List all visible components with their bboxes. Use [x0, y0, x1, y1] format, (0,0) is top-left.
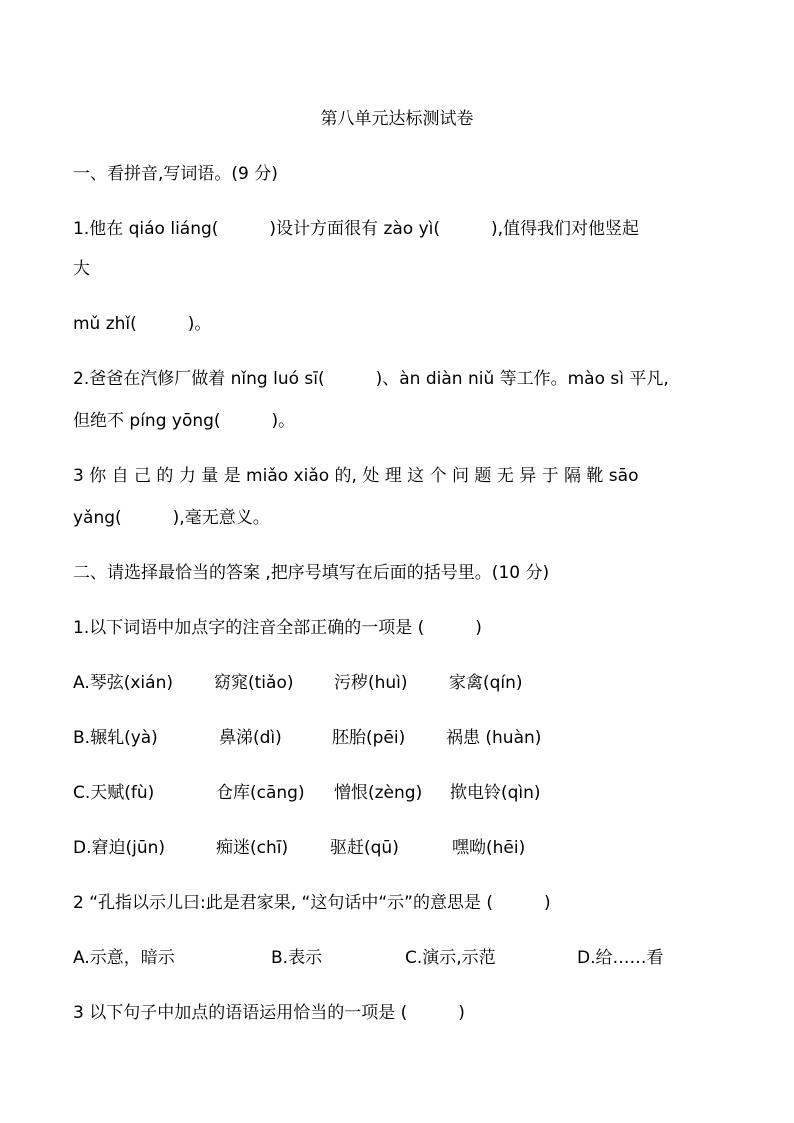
- q2-option-d: D.给……看: [577, 948, 664, 968]
- section-1-line-7: yǎng( ),毫无意义。: [73, 508, 270, 528]
- question-3: 3 以下句子中加点的语语运用恰当的一项是 ( ): [73, 1003, 465, 1023]
- option-d-3: 驱赶(qū): [330, 838, 399, 858]
- option-d-1: D.窘迫(jūn): [73, 838, 166, 858]
- question-2: 2 “孔指以示儿曰:此是君家果, “这句话中“示”的意思是 ( ): [73, 893, 551, 913]
- option-d-4: 嘿呦(hēi): [452, 838, 526, 858]
- option-c-2: 仓库(cāng): [216, 783, 305, 803]
- option-d-2: 痴迷(chī): [216, 838, 289, 858]
- section-1-line-1: 1.他在 qiáo liáng( )设计方面很有 zào yì( ),值得我们对他竖起: [73, 219, 640, 239]
- option-b-3: 胚胎(pēi): [332, 728, 406, 748]
- section-1-line-2: 大: [73, 259, 90, 279]
- option-a-3: 污秽(huì): [334, 673, 408, 693]
- section-1-line-4: 2.爸爸在汽修厂做着 nǐng luó sī( )、àn diàn niǔ 等工作。mào sì 平凡,: [73, 369, 669, 389]
- page-title: 第八单元达标测试卷: [320, 109, 474, 129]
- option-b-4: 祸患 (huàn): [446, 728, 542, 748]
- q2-option-b: B.表示: [271, 948, 323, 968]
- option-a-4: 家禽(qín): [449, 673, 523, 693]
- option-a-1: A.琴弦(xián): [73, 673, 173, 693]
- option-a-2: 窈窕(tiǎo): [214, 673, 294, 693]
- section-1-line-5: 但绝不 píng yōng( )。: [73, 411, 296, 431]
- q2-option-a: A.示意，暗示: [73, 948, 175, 968]
- section-1-line-6: 3 你 自 己 的 力 量 是 miǎo xiǎo 的, 处 理 这 个 问 题 无 异 于 隔 靴 sāo: [73, 466, 639, 486]
- option-c-4: 揿电铃(qìn): [450, 783, 541, 803]
- option-b-2: 鼻涕(dì): [219, 728, 282, 748]
- section-2-heading: 二、请选择最恰当的答案 ,把序号填写在后面的括号里。(10 分): [73, 563, 550, 583]
- section-1-line-3: mǔ zhǐ( )。: [73, 314, 212, 334]
- question-1: 1.以下词语中加点字的注音全部正确的一项是 ( ): [73, 618, 482, 638]
- option-c-1: C.天赋(fù): [73, 783, 155, 803]
- option-b-1: B.辗轧(yà): [73, 728, 158, 748]
- q2-option-c: C.演示,示范: [405, 948, 496, 968]
- section-1-heading: 一、看拼音,写词语。(9 分): [73, 164, 278, 184]
- option-c-3: 憎恨(zèng): [334, 783, 423, 803]
